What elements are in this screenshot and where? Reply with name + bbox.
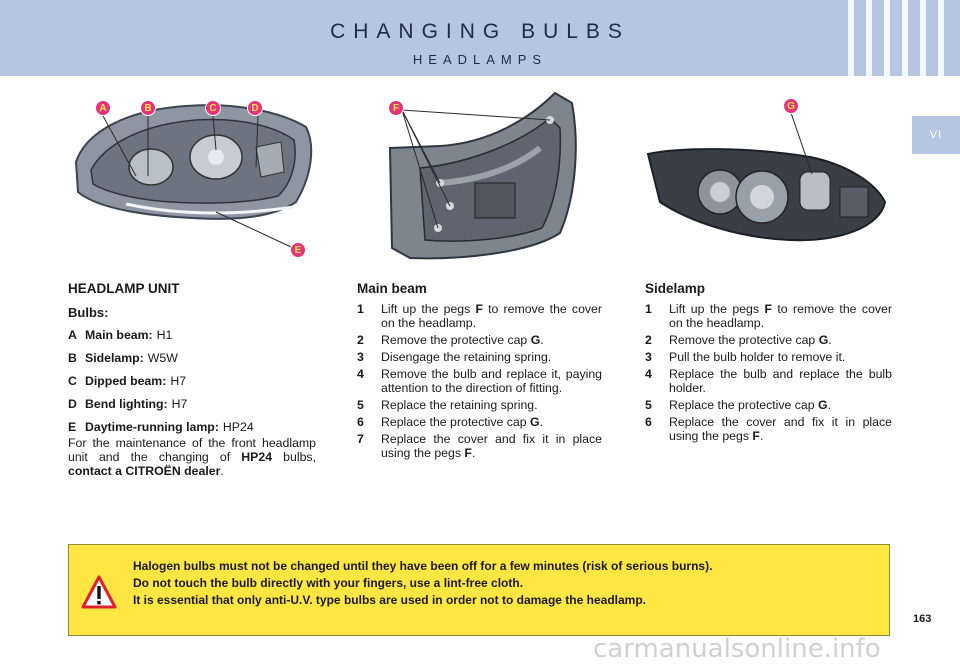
bulb-name: Daytime-running lamp: — [85, 420, 219, 434]
step-text-part: Replace the protective cap — [381, 415, 531, 429]
bulb-name: Dipped beam: — [85, 374, 167, 388]
step-item — [645, 333, 892, 347]
callout-a: A — [95, 100, 111, 116]
step-item — [357, 415, 602, 429]
step-text — [669, 333, 892, 347]
step-text-part: Remove the protective cap — [669, 333, 819, 347]
step-text-part: Lift up the pegs — [381, 302, 476, 316]
maintenance-note — [68, 436, 316, 478]
step-number: 4 — [645, 367, 652, 381]
step-text — [381, 432, 602, 460]
note-text: bulbs, — [272, 450, 316, 464]
step-text-part: Pull the bulb holder to remove it. — [669, 350, 846, 364]
step-text-bold: G — [530, 333, 541, 347]
step-text-part: to remove the cover on the headlamp. — [381, 302, 602, 330]
bulb-type: H7 — [171, 397, 188, 411]
step-number: 2 — [357, 333, 364, 347]
bulb-name: Main beam: — [85, 328, 153, 342]
bulb-type: HP24 — [222, 420, 254, 434]
headlamp-front-drawing — [66, 92, 328, 262]
page-number: 163 — [913, 613, 932, 625]
step-text-part: Lift up the pegs — [669, 302, 765, 316]
step-number: 4 — [357, 367, 364, 381]
step-item — [645, 302, 892, 330]
warning-triangle-icon — [81, 575, 117, 609]
step-number: 1 — [357, 302, 364, 316]
step-text-part: . — [540, 333, 544, 347]
note-text: For the maintenance of the front headlamp unit and the changing of — [68, 436, 316, 464]
callout-b: B — [140, 100, 156, 116]
step-number: 1 — [645, 302, 652, 316]
step-number: 6 — [645, 415, 652, 429]
step-text — [669, 302, 892, 330]
step-text-part: Disengage the retaining spring. — [381, 350, 552, 364]
bulb-row — [68, 397, 316, 411]
step-text-part: Replace the retaining spring. — [381, 398, 538, 412]
bulb-type: H1 — [156, 328, 173, 342]
bulb-row — [68, 420, 316, 434]
step-text-bold: G — [818, 333, 829, 347]
step-item — [357, 350, 602, 364]
step-number: 7 — [357, 432, 364, 446]
sidelamp-steps — [645, 302, 892, 443]
callout-f: F — [388, 100, 404, 116]
step-text — [669, 398, 892, 412]
step-item — [645, 415, 892, 443]
step-number: 3 — [357, 350, 364, 364]
bulb-name: Sidelamp: — [85, 351, 144, 365]
headlamp-rear-drawing — [380, 88, 590, 266]
step-text-bold: F — [464, 446, 472, 460]
callout-c: C — [205, 100, 221, 116]
headlamp-back-drawing — [640, 92, 890, 252]
bulb-type: W5W — [147, 351, 178, 365]
step-text-bold: G — [818, 398, 828, 412]
step-item — [357, 333, 602, 347]
step-text-part: to remove the cover on the headlamp. — [669, 302, 892, 330]
step-text-part: . — [471, 446, 476, 460]
step-text — [381, 350, 602, 364]
step-text — [381, 367, 602, 395]
step-text-part: Remove the bulb and replace it, paying attention to the direction of fitting. — [381, 367, 602, 395]
bulb-letter: E — [68, 420, 77, 434]
step-item — [357, 367, 602, 395]
step-text — [381, 398, 602, 412]
step-text-part: Replace the cover and fix it in place using the pegs — [669, 415, 892, 443]
main-beam-section — [357, 282, 602, 463]
callout-e: E — [290, 242, 306, 258]
callout-d: D — [247, 100, 263, 116]
step-text-bold: F — [764, 302, 772, 316]
step-text — [669, 367, 892, 395]
bulbs-label: Bulbs: — [68, 305, 109, 320]
step-number: 3 — [645, 350, 652, 364]
step-item — [645, 350, 892, 364]
step-text-part: Remove the protective cap — [381, 333, 531, 347]
step-text — [381, 333, 602, 347]
bulb-letter: D — [68, 397, 77, 411]
step-item — [357, 432, 602, 460]
headlamp-unit-section — [68, 282, 316, 478]
headlamp-unit-heading: HEADLAMP UNIT — [68, 281, 180, 296]
chapter-tab[interactable]: VI — [912, 116, 960, 154]
headlamp-rear-image — [380, 88, 590, 266]
main-beam-steps — [357, 302, 602, 460]
bulb-letter: C — [68, 374, 77, 388]
warning-box — [68, 544, 890, 636]
bulb-letter: A — [68, 328, 77, 342]
bulb-letter: B — [68, 351, 77, 365]
step-text-part: . — [827, 398, 832, 412]
step-item — [645, 398, 892, 412]
headlamp-back-image — [640, 92, 890, 252]
step-text — [669, 415, 892, 443]
warning-line: It is essential that only anti-U.V. type bulbs are used in order not to damage the headlamp. — [133, 593, 646, 607]
step-text-part: Replace the bulb and replace the bulb holder. — [669, 367, 892, 395]
page-title: CHANGING BULBS — [330, 20, 630, 43]
step-text — [669, 350, 892, 364]
step-number: 5 — [357, 398, 364, 412]
step-item — [645, 367, 892, 395]
step-number: 2 — [645, 333, 652, 347]
bulb-type: H7 — [170, 374, 187, 388]
warning-line: Halogen bulbs must not be changed until they have been off for a few minutes (risk of serious burns). — [133, 559, 713, 573]
watermark: carmanualsonline.info — [593, 634, 881, 664]
page-subtitle: HEADLAMPS — [412, 52, 548, 67]
step-number: 5 — [645, 398, 652, 412]
note-bold-dealer: contact a CITROËN dealer — [68, 464, 221, 478]
step-text-bold: F — [752, 429, 760, 443]
step-text-part: . — [539, 415, 544, 429]
headlamp-front-image — [66, 92, 328, 262]
callout-g: G — [783, 98, 799, 114]
note-text: . — [220, 464, 224, 478]
step-text-part: Replace the protective cap — [669, 398, 819, 412]
main-beam-heading: Main beam — [357, 281, 427, 296]
bulb-row — [68, 328, 316, 342]
step-text-bold: G — [530, 415, 540, 429]
note-bold-hp24: HP24 — [241, 450, 273, 464]
step-text — [381, 302, 602, 330]
warning-text — [133, 559, 881, 610]
warning-line: Do not touch the bulb directly with your fingers, use a lint-free cloth. — [133, 576, 524, 590]
step-text-bold: F — [475, 302, 483, 316]
step-text-part: Replace the cover and fix it in place using the pegs — [381, 432, 602, 460]
step-number: 6 — [357, 415, 364, 429]
step-item — [357, 302, 602, 330]
step-text-part: . — [759, 429, 764, 443]
bulb-row — [68, 351, 316, 365]
bulb-row — [68, 374, 316, 388]
step-text-part: . — [828, 333, 832, 347]
step-text — [381, 415, 602, 429]
sidelamp-section — [645, 282, 892, 446]
bulb-name: Bend lighting: — [85, 397, 168, 411]
step-item — [357, 398, 602, 412]
sidelamp-heading: Sidelamp — [645, 281, 706, 296]
